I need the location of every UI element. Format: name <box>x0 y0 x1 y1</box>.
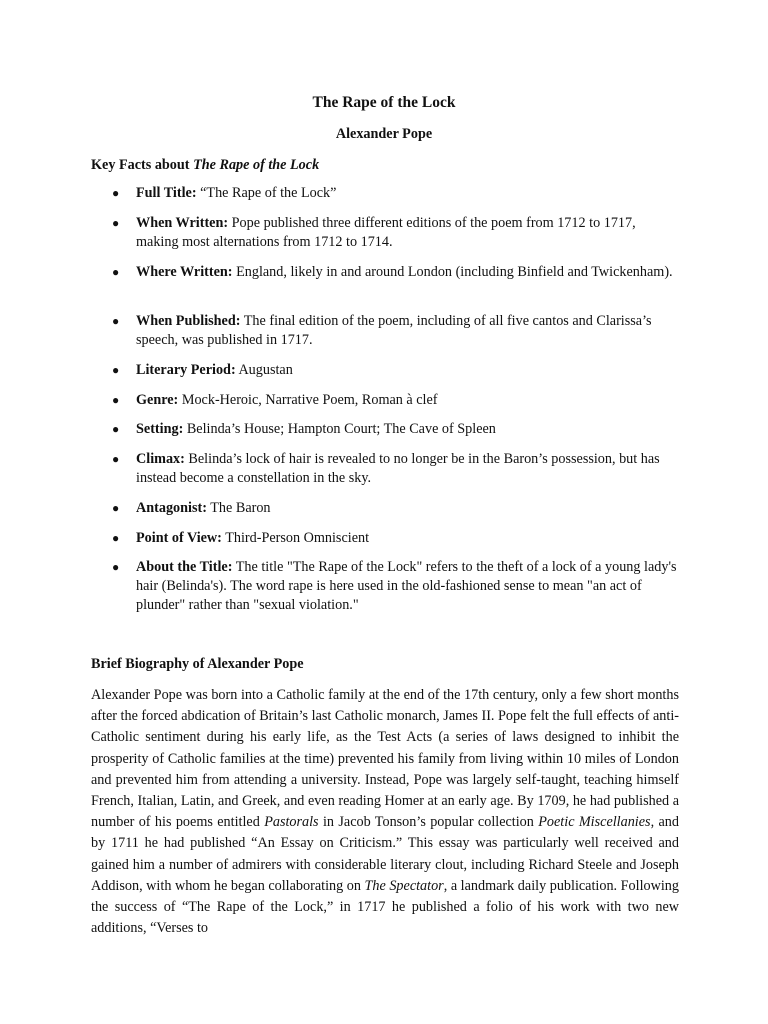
bullet-icon: ● <box>112 314 120 328</box>
key-facts-heading-prefix: Key Facts about <box>91 157 194 173</box>
fact-text: The Baron <box>210 500 271 516</box>
bullet-icon: ● <box>112 216 120 230</box>
fact-label: Literary Period: <box>136 362 236 378</box>
fact-text: Belinda’s lock of hair is revealed to no longer be in the Baron’s possession, but has instead become a constellation in the sky. <box>136 451 660 486</box>
fact-label: When Published: <box>136 313 241 329</box>
bio-paragraph <box>91 685 679 939</box>
bio-italic-pastorals: Pastorals <box>264 814 319 831</box>
fact-text: The title "The Rape of the Lock" refers to the theft of a lock of a young lady's hair (Belinda's). The word rape is here used in the old-fashioned sense to mean "an act of plunder" rather than "sexual violation." <box>136 559 677 613</box>
fact-label: When Written: <box>136 215 229 231</box>
bullet-icon: ● <box>112 186 120 200</box>
fact-label: Climax: <box>136 451 185 467</box>
fact-text: Belinda’s House; Hampton Court; The Cave of Spleen <box>186 421 496 437</box>
bullet-icon: ● <box>112 531 120 545</box>
bullet-icon: ● <box>112 393 120 407</box>
bullet-icon: ● <box>112 422 120 436</box>
fact-label: Full Title: <box>136 185 197 201</box>
key-facts-heading <box>91 157 319 174</box>
fact-text: Mock-Heroic, Narrative Poem, Roman à clef <box>181 392 438 408</box>
bullet-icon: ● <box>112 265 120 279</box>
fact-label: Point of View: <box>136 530 222 546</box>
fact-label: Genre: <box>136 392 179 408</box>
fact-label: Antagonist: <box>136 500 207 516</box>
document-author: Alexander Pope <box>335 126 433 142</box>
bio-text-1: Alexander Pope was born into a Catholic family at the end of the 17th century, only a few short months after the forced abdication of Britain’s last Catholic monarch, James II. Pope felt the full effects of anti-Catholic sentiment during his early life, as the Test Acts (a series of laws designed to inhibit the prosperity of Catholic families at the time) prevented his family from living within 10 miles of London and prevented him from attending a university. Instead, Pope was largely self-taught, teaching himself French, Italian, Latin, and Greek, and even reading Homer at an early age. By 1709, he had published a number of his poems entitled <box>91 687 679 831</box>
bullet-icon: ● <box>112 501 120 515</box>
document-title: The Rape of the Lock <box>312 94 456 111</box>
bio-italic-the-spectator: The Spectator <box>364 877 444 894</box>
bio-text-3: , and by 1711 he had published “An Essay on Criticism.” This essay was particularly well received and gained him a number of admirers with considerable literary clout, including Richard Steele and Joseph Addison, with whom he began collaborating on <box>91 814 679 894</box>
fact-text: The final edition of the poem, including of all five cantos and Clarissa’s speech, was published in 1717. <box>136 313 652 348</box>
fact-text: Augustan <box>238 362 293 378</box>
bullet-icon: ● <box>112 363 120 377</box>
fact-text: Pope published three different editions of the poem from 1712 to 1717, making most alternations from 1712 to 1714. <box>136 215 636 250</box>
bullet-icon: ● <box>112 560 120 574</box>
bullet-icon: ● <box>112 452 120 466</box>
bio-italic-poetic-miscellanies: Poetic Miscellanies <box>538 814 651 831</box>
fact-text: “The Rape of the Lock” <box>200 185 337 201</box>
fact-label: About the Title: <box>136 559 233 575</box>
fact-text: England, likely in and around London (including Binfield and Twickenham). <box>236 264 673 280</box>
key-facts-heading-title: The Rape of the Lock <box>193 157 320 173</box>
bio-heading: Brief Biography of Alexander Pope <box>91 656 304 672</box>
bio-text-4: , a landmark daily publication. Following the success of “The Rape of the Lock,” in 1717 he published a folio of his work with two new additions, “Verses to <box>91 877 679 937</box>
fact-label: Where Written: <box>136 264 233 280</box>
fact-label: Setting: <box>136 421 184 437</box>
fact-text: Third-Person Omniscient <box>225 530 370 546</box>
bio-text-2: in Jacob Tonson’s popular collection <box>318 814 539 831</box>
